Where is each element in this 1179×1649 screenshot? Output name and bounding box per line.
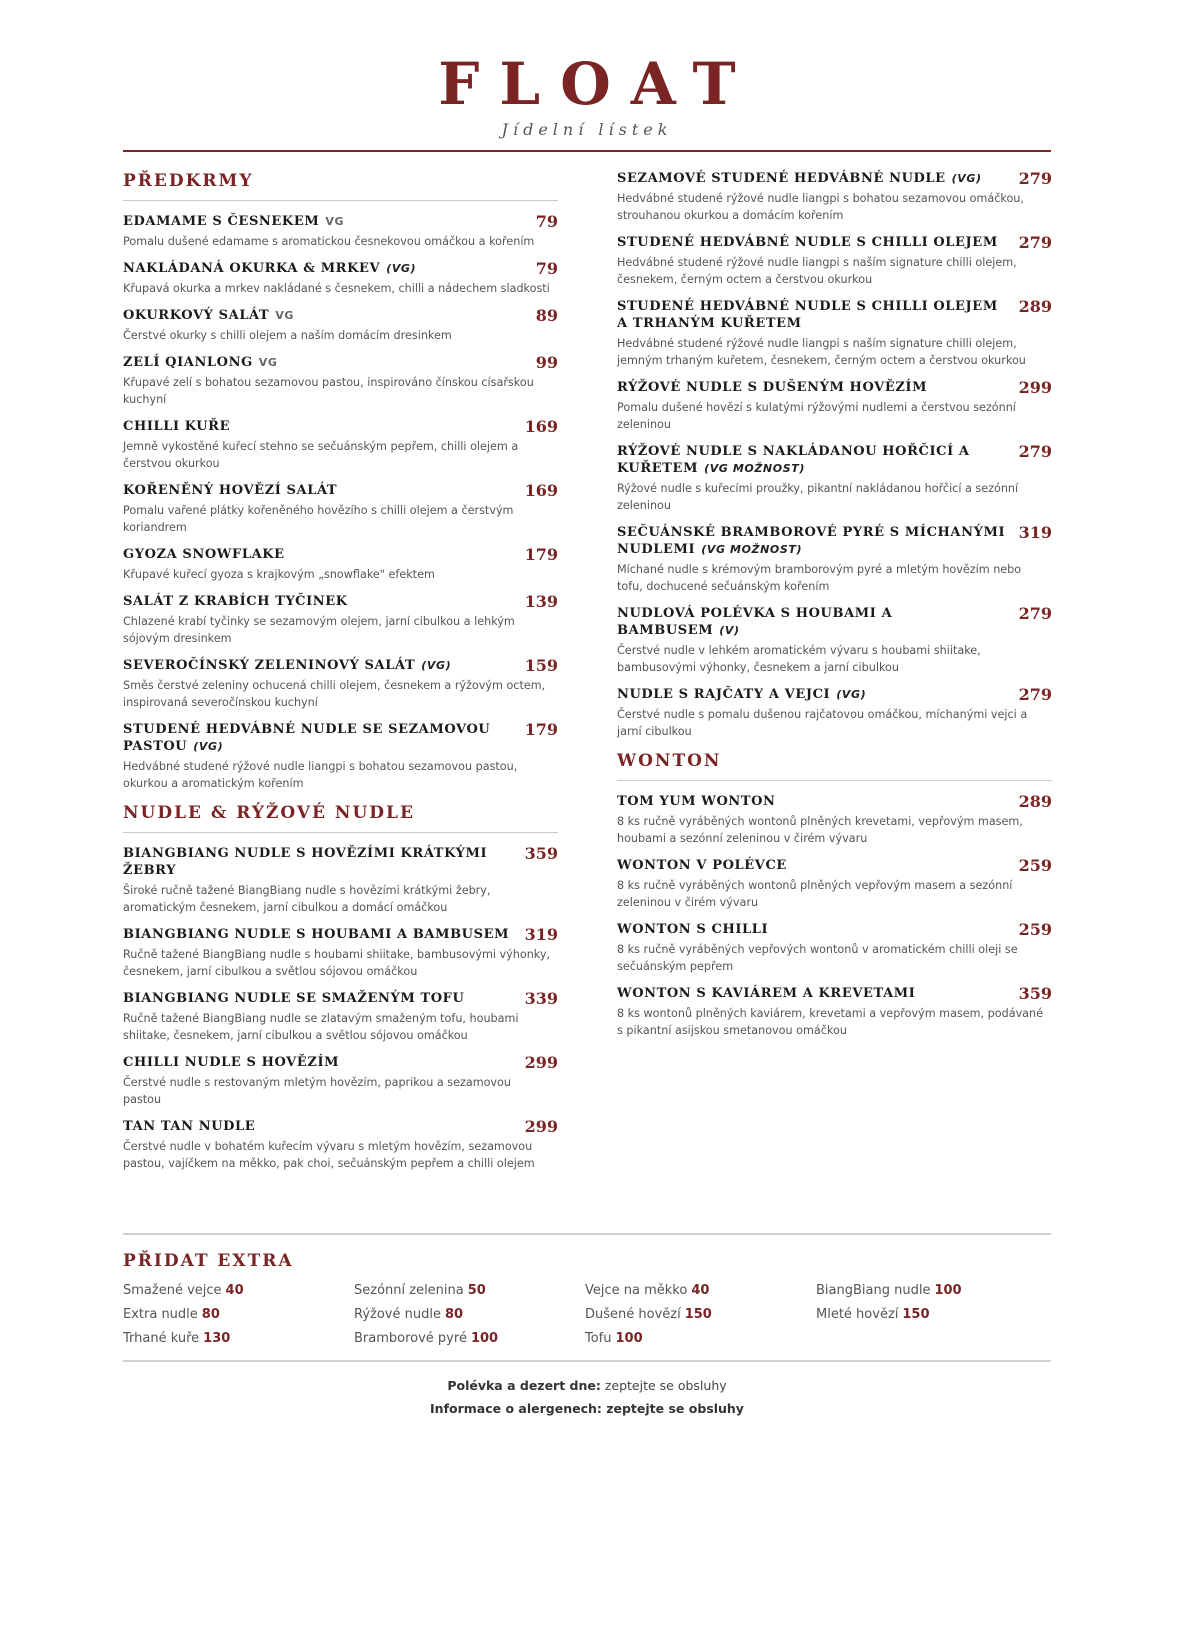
menu-item-price: 289 [1018, 297, 1052, 316]
section-predkrmy-items [123, 213, 558, 792]
diet-tag: (VG) [386, 262, 417, 275]
menu-item-head [123, 990, 558, 1007]
menu-item-title: EDAMAME S ČESNEKEM [123, 214, 320, 229]
menu-item-description: Hedvábné studené rýžové nudle liangpi s bohatou sezamovou pastou, okurkou a aromatickým kořením [123, 760, 518, 790]
extra-price: 40 [225, 1283, 244, 1298]
menu-item-price: 259 [1018, 856, 1052, 875]
menu-item [123, 657, 558, 711]
menu-item-name [617, 379, 937, 396]
menu-item-description: Pomalu dušené hovězí s kulatými rýžovými nudlemi a čerstvou sezónní zeleninou [617, 401, 1016, 431]
menu-item-description: Pomalu dušené edamame s aromatickou česnekovou omáčkou a kořením [123, 235, 535, 248]
menu-item-price: 299 [524, 1117, 558, 1136]
menu-item-head [617, 379, 1052, 396]
menu-item-name [123, 721, 525, 755]
section-title-nudle: NUDLE & RÝŽOVÉ NUDLE [123, 802, 558, 833]
menu-item-head [123, 926, 558, 943]
section-title-wonton: WONTON [617, 750, 1052, 781]
extra-item [816, 1306, 1047, 1324]
menu-item-title: SALÁT Z KRABÍCH TYČINEK [123, 594, 348, 609]
menu-item-title: WONTON V POLÉVCE [617, 858, 787, 873]
menu-item-head [123, 213, 558, 230]
extra-item [585, 1306, 816, 1324]
menu-item-name [617, 524, 1019, 558]
extra-item [354, 1330, 585, 1348]
menu-item-title: BIANGBIANG NUDLE S HOUBAMI A BAMBUSEM [123, 927, 510, 942]
extra-name: Tofu [585, 1331, 612, 1346]
menu-item-title: BIANGBIANG NUDLE SE SMAŽENÝM TOFU [123, 991, 465, 1006]
menu-item [617, 170, 1052, 224]
extra-item [123, 1282, 354, 1300]
extra-item [816, 1282, 1047, 1300]
header-divider [123, 150, 1051, 152]
diet-tag: (VG MOŽNOST) [701, 543, 803, 556]
menu-item-name [123, 307, 304, 324]
menu-item-title: CHILLI NUDLE S HOVĚZÍM [123, 1055, 340, 1070]
menu-item-head [617, 793, 1052, 810]
menu-item-title: WONTON S KAVIÁREM A KREVETAMI [617, 986, 916, 1001]
menu-item-price: 289 [1018, 792, 1052, 811]
menu-item-description: Ručně tažené BiangBiang nudle s houbami shiitake, bambusovými výhonky, česnekem, jarní cibulkou a světlou sójovou omáčkou [123, 948, 551, 978]
extra-price: 100 [470, 1331, 499, 1346]
menu-subtitle: Jídelní lístek [501, 120, 673, 139]
section-title-predkrmy: PŘEDKRMY [123, 170, 558, 201]
menu-item [617, 443, 1052, 514]
menu-item-title: TAN TAN NUDLE [123, 1119, 256, 1134]
menu-item-head [617, 857, 1052, 874]
menu-item-title: TOM YUM WONTON [617, 794, 776, 809]
menu-item-name [123, 482, 347, 499]
menu-item [123, 418, 558, 472]
menu-item-price: 89 [535, 306, 558, 325]
extra-price: 130 [203, 1331, 231, 1346]
menu-item-description: Hedvábné studené rýžové nudle liangpi s bohatou sezamovou omáčkou, strouhanou okurkou a domácím kořením [617, 192, 1024, 222]
menu-item-name [123, 593, 358, 610]
menu-item-head [123, 721, 558, 755]
extra-price: 40 [691, 1283, 710, 1298]
section-title-extras: PŘIDAT EXTRA [123, 1251, 294, 1271]
extra-item [354, 1282, 585, 1300]
extra-price: 80 [444, 1307, 464, 1322]
soup-value: zeptejte se obsluhy [600, 1378, 727, 1393]
menu-item-price: 169 [524, 417, 558, 436]
menu-item [617, 605, 1052, 676]
menu-item-head [123, 657, 558, 674]
extra-name: Rýžové nudle [354, 1307, 441, 1322]
footer-divider [123, 1360, 1051, 1362]
diet-tag: (VG) [421, 659, 452, 672]
menu-item-price: 79 [535, 212, 558, 231]
menu-item [123, 546, 558, 583]
menu-item-name [617, 686, 876, 703]
menu-item-name [617, 857, 797, 874]
menu-item-head [617, 605, 1052, 639]
menu-item-name [617, 443, 1019, 477]
menu-item-title: NAKLÁDANÁ OKURKA & MRKEV [123, 261, 381, 276]
menu-item-description: 8 ks wontonů plněných kaviárem, krevetami a vepřovým masem, podávané s pikantní asijskou smetanovou omáčkou [617, 1007, 1044, 1037]
extra-name: BiangBiang nudle [816, 1283, 931, 1298]
footer [123, 1374, 1051, 1420]
menu-item-head [617, 298, 1052, 332]
menu-item-description: Čerstvé nudle v bohatém kuřecím vývaru s mletým hovězím, sezamovou pastou, vajíčkem na měkko, pak choi, sečuánským pepřem a chilli olejem [123, 1140, 535, 1170]
menu-item-head [123, 354, 558, 371]
menu-item [617, 793, 1052, 847]
menu-item-title: RÝŽOVÉ NUDLE S DUŠENÝM HOVĚZÍM [617, 380, 928, 395]
extras-divider [123, 1233, 1051, 1235]
menu-item-name [123, 354, 288, 371]
diet-tag: (VG) [193, 740, 224, 753]
extra-item [354, 1306, 585, 1324]
section-nudle-items [123, 845, 558, 1172]
menu-item-head [123, 1118, 558, 1135]
extra-price: 100 [615, 1331, 643, 1346]
section-nudle-continued-items [617, 170, 1052, 740]
menu-item-price: 169 [524, 481, 558, 500]
menu-item-price: 279 [1018, 685, 1052, 704]
menu-item [123, 1054, 558, 1108]
menu-item-name [123, 1054, 349, 1071]
menu-item [617, 379, 1052, 433]
menu-item-name [617, 170, 992, 187]
extra-price: 150 [902, 1307, 930, 1322]
extra-item [585, 1330, 816, 1348]
menu-item-head [617, 443, 1052, 477]
menu-item-title: STUDENÉ HEDVÁBNÉ NUDLE S CHILLI OLEJEM [617, 235, 998, 250]
menu-item-description: Hedvábné studené rýžové nudle liangpi s naším signature chilli olejem, jemným trhaným kuřetem, česnekem, černým octem a čerstvou okurkou [617, 337, 1026, 367]
menu-item [617, 686, 1052, 740]
extra-name: Smažené vejce [123, 1283, 222, 1298]
menu-item-description: Křupavé kuřecí gyoza s krajkovým „snowflake" efektem [123, 568, 435, 581]
menu-item-price: 159 [524, 656, 558, 675]
menu-page [123, 0, 1052, 1416]
menu-item-description: Široké ručně tažené BiangBiang nudle s hovězími krátkými žebry, aromatickým česnekem, jarní cibulkou a domácí omáčkou [123, 884, 491, 914]
menu-item-head [123, 593, 558, 610]
menu-item-title: CHILLI KUŘE [123, 419, 231, 434]
allergen-text: Informace o alergenech: zeptejte se obsluhy [430, 1401, 744, 1416]
menu-item-title: BIANGBIANG NUDLE S HOVĚZÍMI KRÁTKÝMI ŽEBRY [123, 846, 488, 878]
menu-item-name [123, 657, 461, 674]
menu-item-name [617, 234, 1008, 251]
menu-item-description: Křupavá okurka a mrkev nakládané s česnekem, chilli a nádechem sladkosti [123, 282, 550, 295]
menu-item-price: 139 [524, 592, 558, 611]
menu-item-name [123, 926, 519, 943]
menu-item-name [617, 985, 925, 1002]
diet-tag: (VG) [836, 688, 867, 701]
left-column [123, 170, 558, 1182]
menu-item-description: Křupavé zelí s bohatou sezamovou pastou, inspirováno čínskou císařskou kuchyní [123, 376, 534, 406]
menu-item-price: 99 [535, 353, 558, 372]
menu-item-name [123, 845, 525, 879]
menu-item [617, 921, 1052, 975]
menu-item [123, 990, 558, 1044]
menu-columns [123, 170, 1051, 1228]
extra-price: 80 [201, 1307, 220, 1322]
menu-item-price: 279 [1018, 604, 1052, 623]
diet-tag: (VG MOŽNOST) [704, 462, 805, 475]
menu-item-title: SEZAMOVÉ STUDENÉ HEDVÁBNÉ NUDLE [617, 171, 946, 186]
menu-item-description: Čerstvé nudle s pomalu dušenou rajčatovou omáčkou, míchanými vejci a jarní cibulkou [617, 708, 1028, 738]
menu-item-name [123, 1118, 265, 1135]
menu-item-description: 8 ks ručně vyráběných vepřových wontonů v aromatickém chilli oleji se sečuánským pepřem [617, 943, 1018, 973]
menu-item [617, 985, 1052, 1039]
menu-item-price: 359 [1018, 984, 1052, 1003]
menu-item-description: Hedvábné studené rýžové nudle liangpi s naším signature chilli olejem, česnekem, černým octem a čerstvou okurkou [617, 256, 1017, 286]
soup-label: Polévka a dezert dne: [447, 1378, 601, 1393]
menu-item-description: Chlazené krabí tyčinky se sezamovým olejem, jarní cibulkou a lehkým sójovým dresinkem [123, 615, 515, 645]
menu-item-price: 179 [524, 720, 558, 739]
menu-item-head [123, 307, 558, 324]
extra-price: 150 [684, 1307, 712, 1322]
extras-grid [123, 1282, 1051, 1348]
menu-item-price: 359 [524, 844, 558, 863]
menu-item-price: 319 [1018, 523, 1052, 542]
menu-item-price: 279 [1018, 233, 1052, 252]
right-column [617, 170, 1052, 1049]
menu-item-name [617, 793, 786, 810]
menu-item-title: STUDENÉ HEDVÁBNÉ NUDLE S CHILLI OLEJEM A TRHANÝM KUŘETEM [617, 299, 998, 331]
menu-item-name [617, 605, 1019, 639]
menu-item-price: 279 [1018, 169, 1052, 188]
brand-title: FLOAT [438, 50, 756, 118]
menu-item-head [123, 1054, 558, 1071]
extra-item [585, 1282, 816, 1300]
diet-tag: VG [275, 309, 295, 322]
extra-name: Mleté hovězí [816, 1307, 899, 1322]
menu-item-price: 319 [524, 925, 558, 944]
menu-item-head [617, 921, 1052, 938]
menu-item [123, 593, 558, 647]
menu-item-price: 299 [1018, 378, 1052, 397]
extra-name: Sezónní zelenina [354, 1283, 464, 1298]
menu-item-price: 299 [524, 1053, 558, 1072]
menu-item [123, 482, 558, 536]
menu-item-name [123, 213, 354, 230]
extra-name: Dušené hovězí [585, 1307, 681, 1322]
menu-item-head [617, 686, 1052, 703]
menu-item-description: Směs čerstvé zeleniny ochucená chilli olejem, česnekem a rýžovým octem, inspirovaná severočínskou kuchyní [123, 679, 546, 709]
extra-item [123, 1330, 354, 1348]
menu-item [123, 1118, 558, 1172]
menu-item-head [617, 985, 1052, 1002]
menu-item-head [123, 418, 558, 435]
menu-item-head [617, 170, 1052, 187]
menu-item-head [123, 845, 558, 879]
menu-item-price: 279 [1018, 442, 1052, 461]
diet-tag: VG [258, 356, 278, 369]
menu-item-title: NUDLOVÁ POLÉVKA S HOUBAMI A BAMBUSEM [617, 606, 893, 638]
menu-item-head [617, 234, 1052, 251]
extra-name: Bramborové pyré [354, 1331, 467, 1346]
menu-item-name [617, 921, 778, 938]
menu-item-description: Rýžové nudle s kuřecími proužky, pikantní nakládanou hořčicí a sezónní zeleninou [617, 482, 1019, 512]
menu-item-description: 8 ks ručně vyráběných wontonů plněných vepřovým masem a sezónní zeleninou v čirém vývaru [617, 879, 1013, 909]
menu-item-title: KOŘENĚNÝ HOVĚZÍ SALÁT [123, 483, 338, 498]
menu-item-description: Čerstvé nudle v lehkém aromatickém vývaru s houbami shiitake, bambusovými výhonky, česnekem a jarní cibulkou [617, 644, 981, 674]
menu-item [123, 260, 558, 297]
menu-item-title: GYOZA SNOWFLAKE [123, 547, 285, 562]
diet-tag: VG [325, 215, 345, 228]
menu-item-title: SEVEROČÍNSKÝ ZELENINOVÝ SALÁT [123, 658, 416, 673]
menu-item [617, 524, 1052, 595]
menu-item [123, 213, 558, 250]
extra-item [816, 1330, 1047, 1348]
menu-item-title: STUDENÉ HEDVÁBNÉ NUDLE SE SEZAMOVOU PASTOU [123, 722, 491, 754]
menu-item-name [617, 298, 1019, 332]
menu-item [123, 926, 558, 980]
menu-item-name [123, 418, 240, 435]
menu-item-head [617, 524, 1052, 558]
menu-item-title: NUDLE S RAJČATY A VEJCI [617, 687, 831, 702]
menu-item [123, 845, 558, 916]
extra-price: 100 [934, 1283, 962, 1298]
menu-item-description: Čerstvé nudle s restovaným mletým hovězím, paprikou a sezamovou pastou [123, 1076, 511, 1106]
soup-of-day-line [123, 1374, 1051, 1397]
diet-tag: (VG) [951, 172, 982, 185]
menu-item-description: Jemně vykostěné kuřecí stehno se sečuánským pepřem, chilli olejem a čerstvou okurkou [123, 440, 519, 470]
menu-item-name [123, 990, 474, 1007]
extra-price: 50 [467, 1283, 486, 1298]
menu-item-price: 259 [1018, 920, 1052, 939]
menu-item-title: RÝŽOVÉ NUDLE S NAKLÁDANOU HOŘČICÍ A KUŘETEM [617, 444, 970, 476]
section-wonton-items [617, 793, 1052, 1039]
menu-item-title: OKURKOVÝ SALÁT [123, 308, 270, 323]
menu-item [123, 721, 558, 792]
extra-name: Vejce na měkko [585, 1283, 688, 1298]
menu-item-head [123, 546, 558, 563]
menu-item-description: 8 ks ručně vyráběných wontonů plněných krevetami, vepřovým masem, houbami a sezónní zeleninou v čirém vývaru [617, 815, 1023, 845]
menu-item-title: ZELÍ QIANLONG [123, 355, 253, 370]
menu-item-description: Čerstvé okurky s chilli olejem a naším domácím dresinkem [123, 329, 452, 342]
diet-tag: (V) [719, 624, 740, 637]
menu-item [123, 354, 558, 408]
menu-item-title: WONTON S CHILLI [617, 922, 769, 937]
menu-item-head [123, 482, 558, 499]
menu-item-title: SEČUÁNSKÉ BRAMBOROVÉ PYRÉ S MÍCHANÝMI NUDLEMI [617, 525, 1006, 557]
extra-item [123, 1306, 354, 1324]
menu-item [123, 307, 558, 344]
menu-item-price: 339 [524, 989, 558, 1008]
menu-item-head [123, 260, 558, 277]
menu-item-price: 79 [535, 259, 558, 278]
menu-item-name [123, 260, 426, 277]
menu-item-description: Ručně tažené BiangBiang nudle se zlatavým smaženým tofu, houbami shiitake, česnekem, jarní cibulkou a světlou sójovou omáčkou [123, 1012, 519, 1042]
extras-section [123, 1250, 1051, 1348]
menu-item-description: Míchané nudle s krémovým bramborovým pyré a mletým hovězím nebo tofu, dochucené sečuánským kořením [617, 563, 1022, 593]
menu-item [617, 298, 1052, 369]
menu-item [617, 857, 1052, 911]
allergen-line [123, 1397, 1051, 1420]
menu-item [617, 234, 1052, 288]
extra-name: Extra nudle [123, 1307, 198, 1322]
menu-item-price: 179 [524, 545, 558, 564]
menu-item-description: Pomalu vařené plátky kořeněného hovězího s chilli olejem a čerstvým koriandrem [123, 504, 514, 534]
extra-name: Trhané kuře [123, 1331, 200, 1346]
menu-item-name [123, 546, 295, 563]
